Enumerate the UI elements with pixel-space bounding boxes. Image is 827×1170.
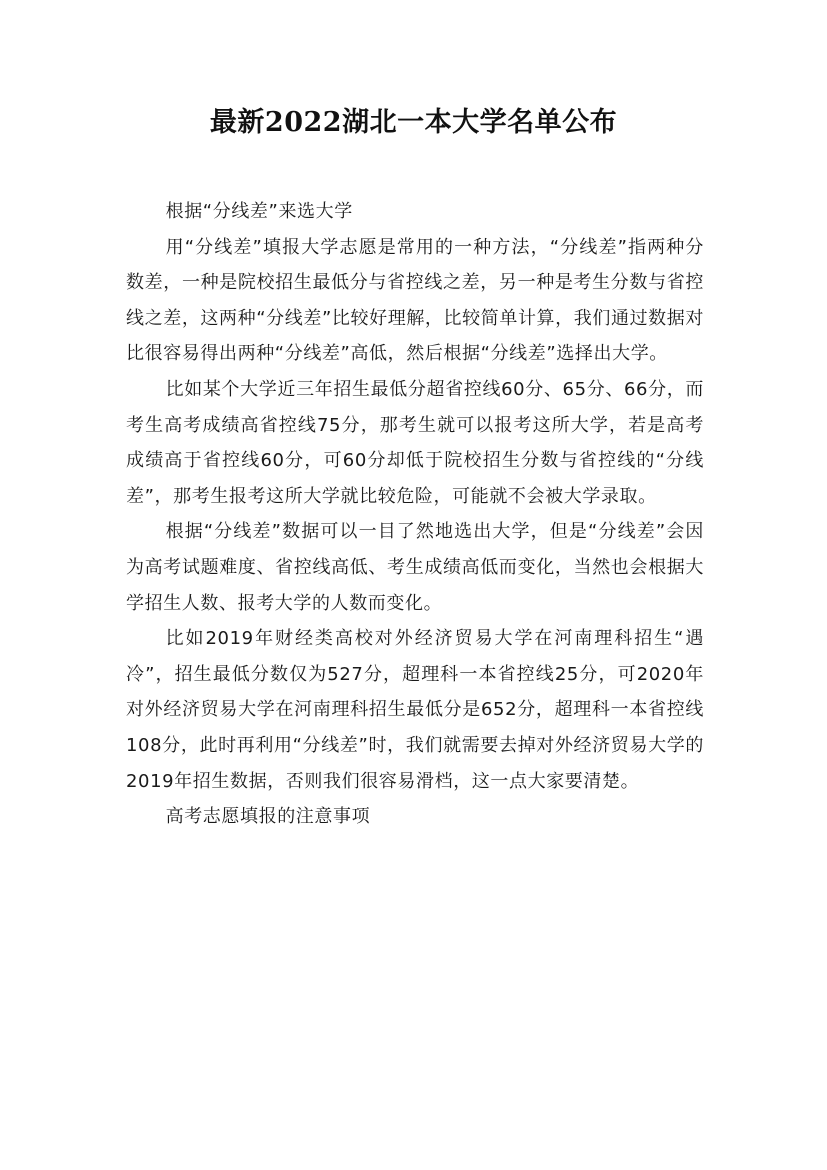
section-heading-fenxiancha: 根据“分线差”来选大学 — [165, 201, 353, 222]
paragraph-method-intro: 用“分线差”填报大学志愿是常用的一种方法，“分线差”指两种分数差，一种是院校招生最低分与省控线之差，另一种是考生分数与省控线之差，这两种“分线差”比较好理解，比较简单计算，我们通过数据对比很容易得出两种“分线差”高低，然后根据“分线差”选择出大学。 — [126, 236, 704, 365]
paragraph-uibe-example: 比如2019年财经类高校对外经济贸易大学在河南理科招生“遇冷”，招生最低分数仅为527分，超理科一本省控线25分，可2020年对外经济贸易大学在河南理科招生最低分是652分，超理科一本省控线108分，此时再利用“分线差”时，我们就需要去掉对外经济贸易大学的2019年招生数据，否则我们很容易滑档，这一点大家要清楚。 — [126, 628, 704, 792]
document-title: 最新2022湖北一本大学名单公布 — [209, 107, 618, 138]
paragraph-variation: 根据“分线差”数据可以一目了然地选出大学，但是“分线差”会因为高考试题难度、省控线高低、考生成绩高低而变化，当然也会根据大学招生人数、报考大学的人数而变化。 — [126, 521, 704, 614]
document-body — [126, 194, 704, 835]
paragraph-example-score: 比如某个大学近三年招生最低分超省控线60分、65分、66分，而考生高考成绩高省控线75分，那考生就可以报考这所大学，若是高考成绩高于省控线60分，可60分却低于院校招生分数与省控线的“分线差”，那考生报考这所大学就比较危险，可能就不会被大学录取。 — [126, 378, 704, 507]
section-heading-notes: 高考志愿填报的注意事项 — [165, 806, 371, 828]
